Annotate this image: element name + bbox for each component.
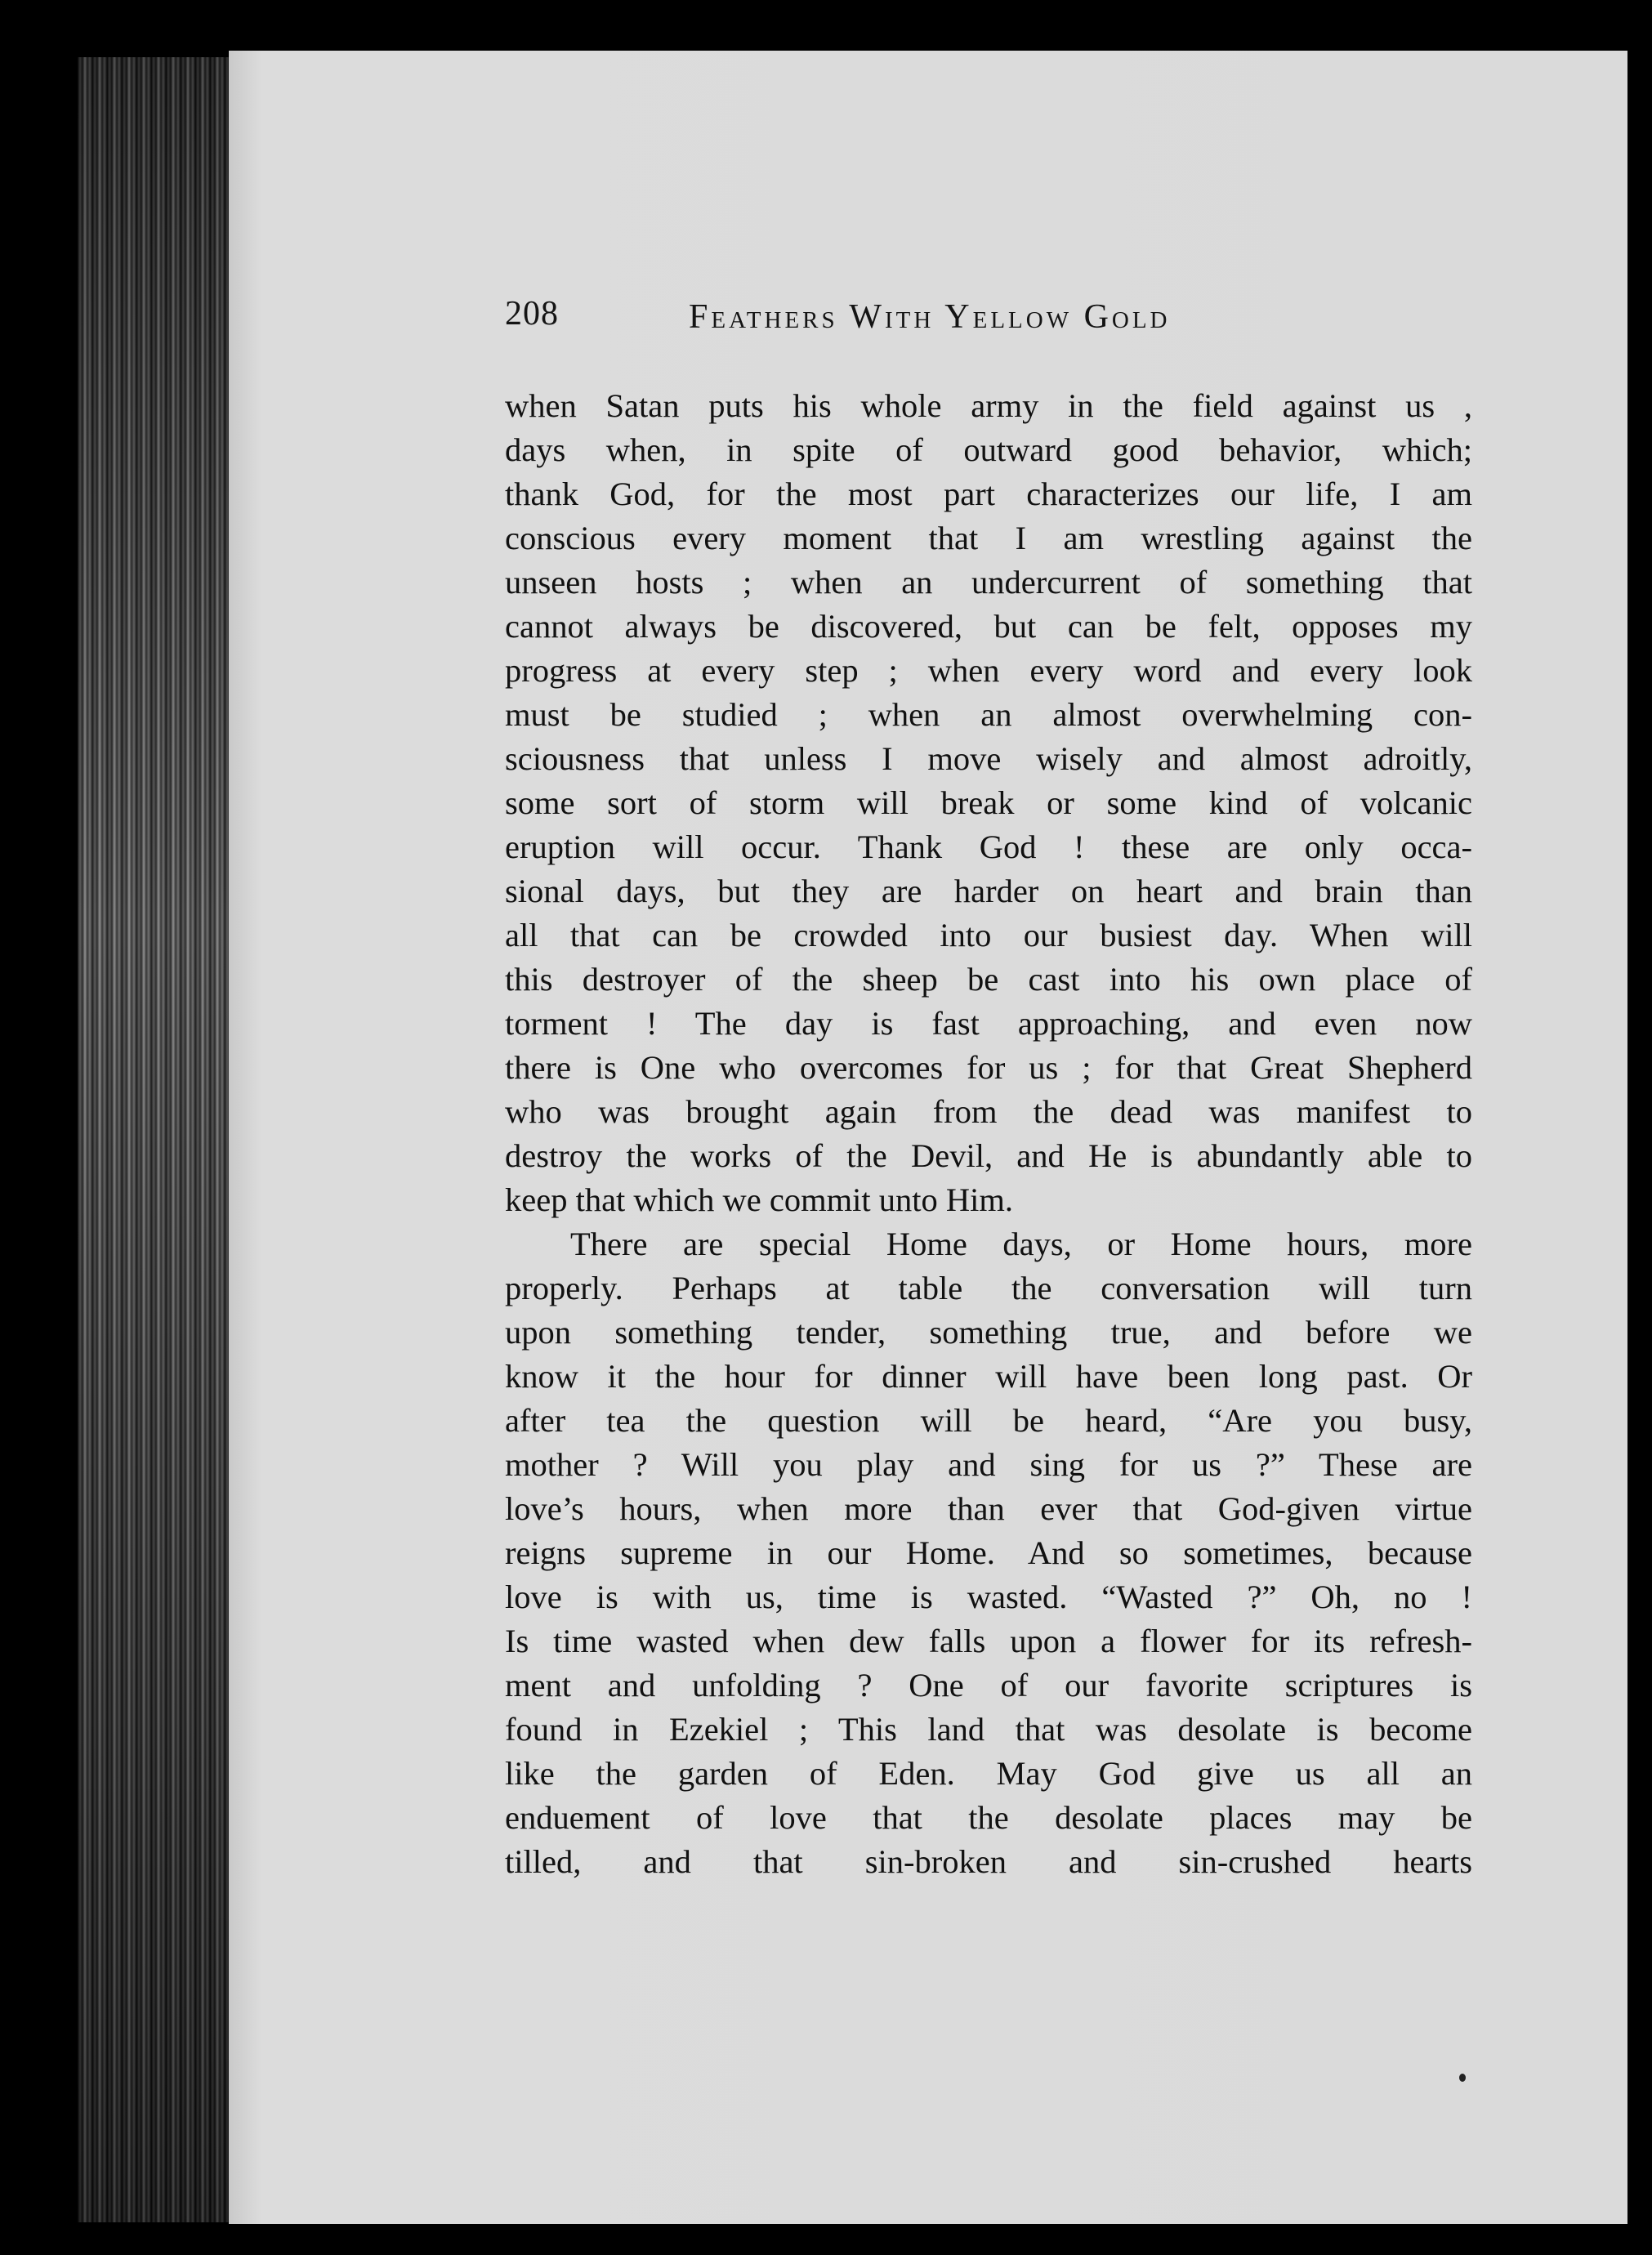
paragraph [505,1222,1472,1884]
text-line: all that can be crowded into our busiest day. When will [505,917,1472,953]
page-number: 208 [505,295,559,333]
text-line: love is with us, time is wasted. “Wasted ?” Oh, no ! [505,1578,1472,1615]
text-line: sciousness that unless I move wisely and almost adroitly, [505,740,1472,777]
text-line: torment ! The day is fast approaching, and even now [505,1005,1472,1042]
text-line: know it the hour for dinner will have been long past. Or [505,1358,1472,1395]
text-line: must be studied ; when an almost overwhelming con- [505,696,1472,733]
text-line: properly. Perhaps at table the conversation will turn [505,1270,1472,1306]
text-line: this destroyer of the sheep be cast into his own place of [505,961,1472,998]
text-line: love’s hours, when more than ever that God-given virtue [505,1490,1472,1527]
paragraph [505,384,1472,1222]
text-line: There are special Home days, or Home hours, more [570,1226,1472,1262]
text-line: some sort of storm will break or some kind of volcanic [505,784,1472,821]
text-line: there is One who overcomes for us ; for that Great Shepherd [505,1049,1472,1086]
text-line: keep that which we commit unto Him. [505,1181,1013,1218]
text-line: progress at every step ; when every word and every look [505,652,1472,689]
body-text [505,384,1472,1884]
text-line: reigns supreme in our Home. And so sometimes, because [505,1534,1472,1571]
text-line: upon something tender, something true, and before we [505,1314,1472,1351]
text-line: enduement of love that the desolate places may be [505,1799,1472,1836]
text-line: unseen hosts ; when an undercurrent of something that [505,564,1472,601]
text-line: sional days, but they are harder on heart and brain than [505,873,1472,909]
text-line: after tea the question will be heard, “Are you busy, [505,1402,1472,1439]
text-line: ment and unfolding ? One of our favorite scriptures is [505,1667,1472,1704]
text-line: who was brought again from the dead was manifest to [505,1093,1472,1130]
ink-speck [1459,2074,1466,2082]
text-line: like the garden of Eden. May God give us all an [505,1755,1472,1792]
text-line: cannot always be discovered, but can be felt, opposes my [505,608,1472,645]
text-line: mother ? Will you play and sing for us ?” These are [505,1446,1472,1483]
text-line: eruption will occur. Thank God ! these are only occa- [505,828,1472,865]
text-line: tilled, and that sin-broken and sin-crushed hearts [505,1843,1472,1880]
running-title: Feathers With Yellow Gold [689,298,1171,336]
text-line: found in Ezekiel ; This land that was desolate is become [505,1711,1472,1748]
text-line: when Satan puts his whole army in the field against us , [505,387,1472,424]
page-header [505,294,1477,351]
text-line: conscious every moment that I am wrestling against the [505,520,1472,556]
page-edges [78,57,233,2222]
text-line: destroy the works of the Devil, and He is abundantly able to [505,1137,1472,1174]
text-line: Is time wasted when dew falls upon a flower for its refresh- [505,1623,1472,1659]
text-line: thank God, for the most part characterizes our life, I am [505,476,1472,512]
text-line: days when, in spite of outward good behavior, which; [505,431,1472,468]
